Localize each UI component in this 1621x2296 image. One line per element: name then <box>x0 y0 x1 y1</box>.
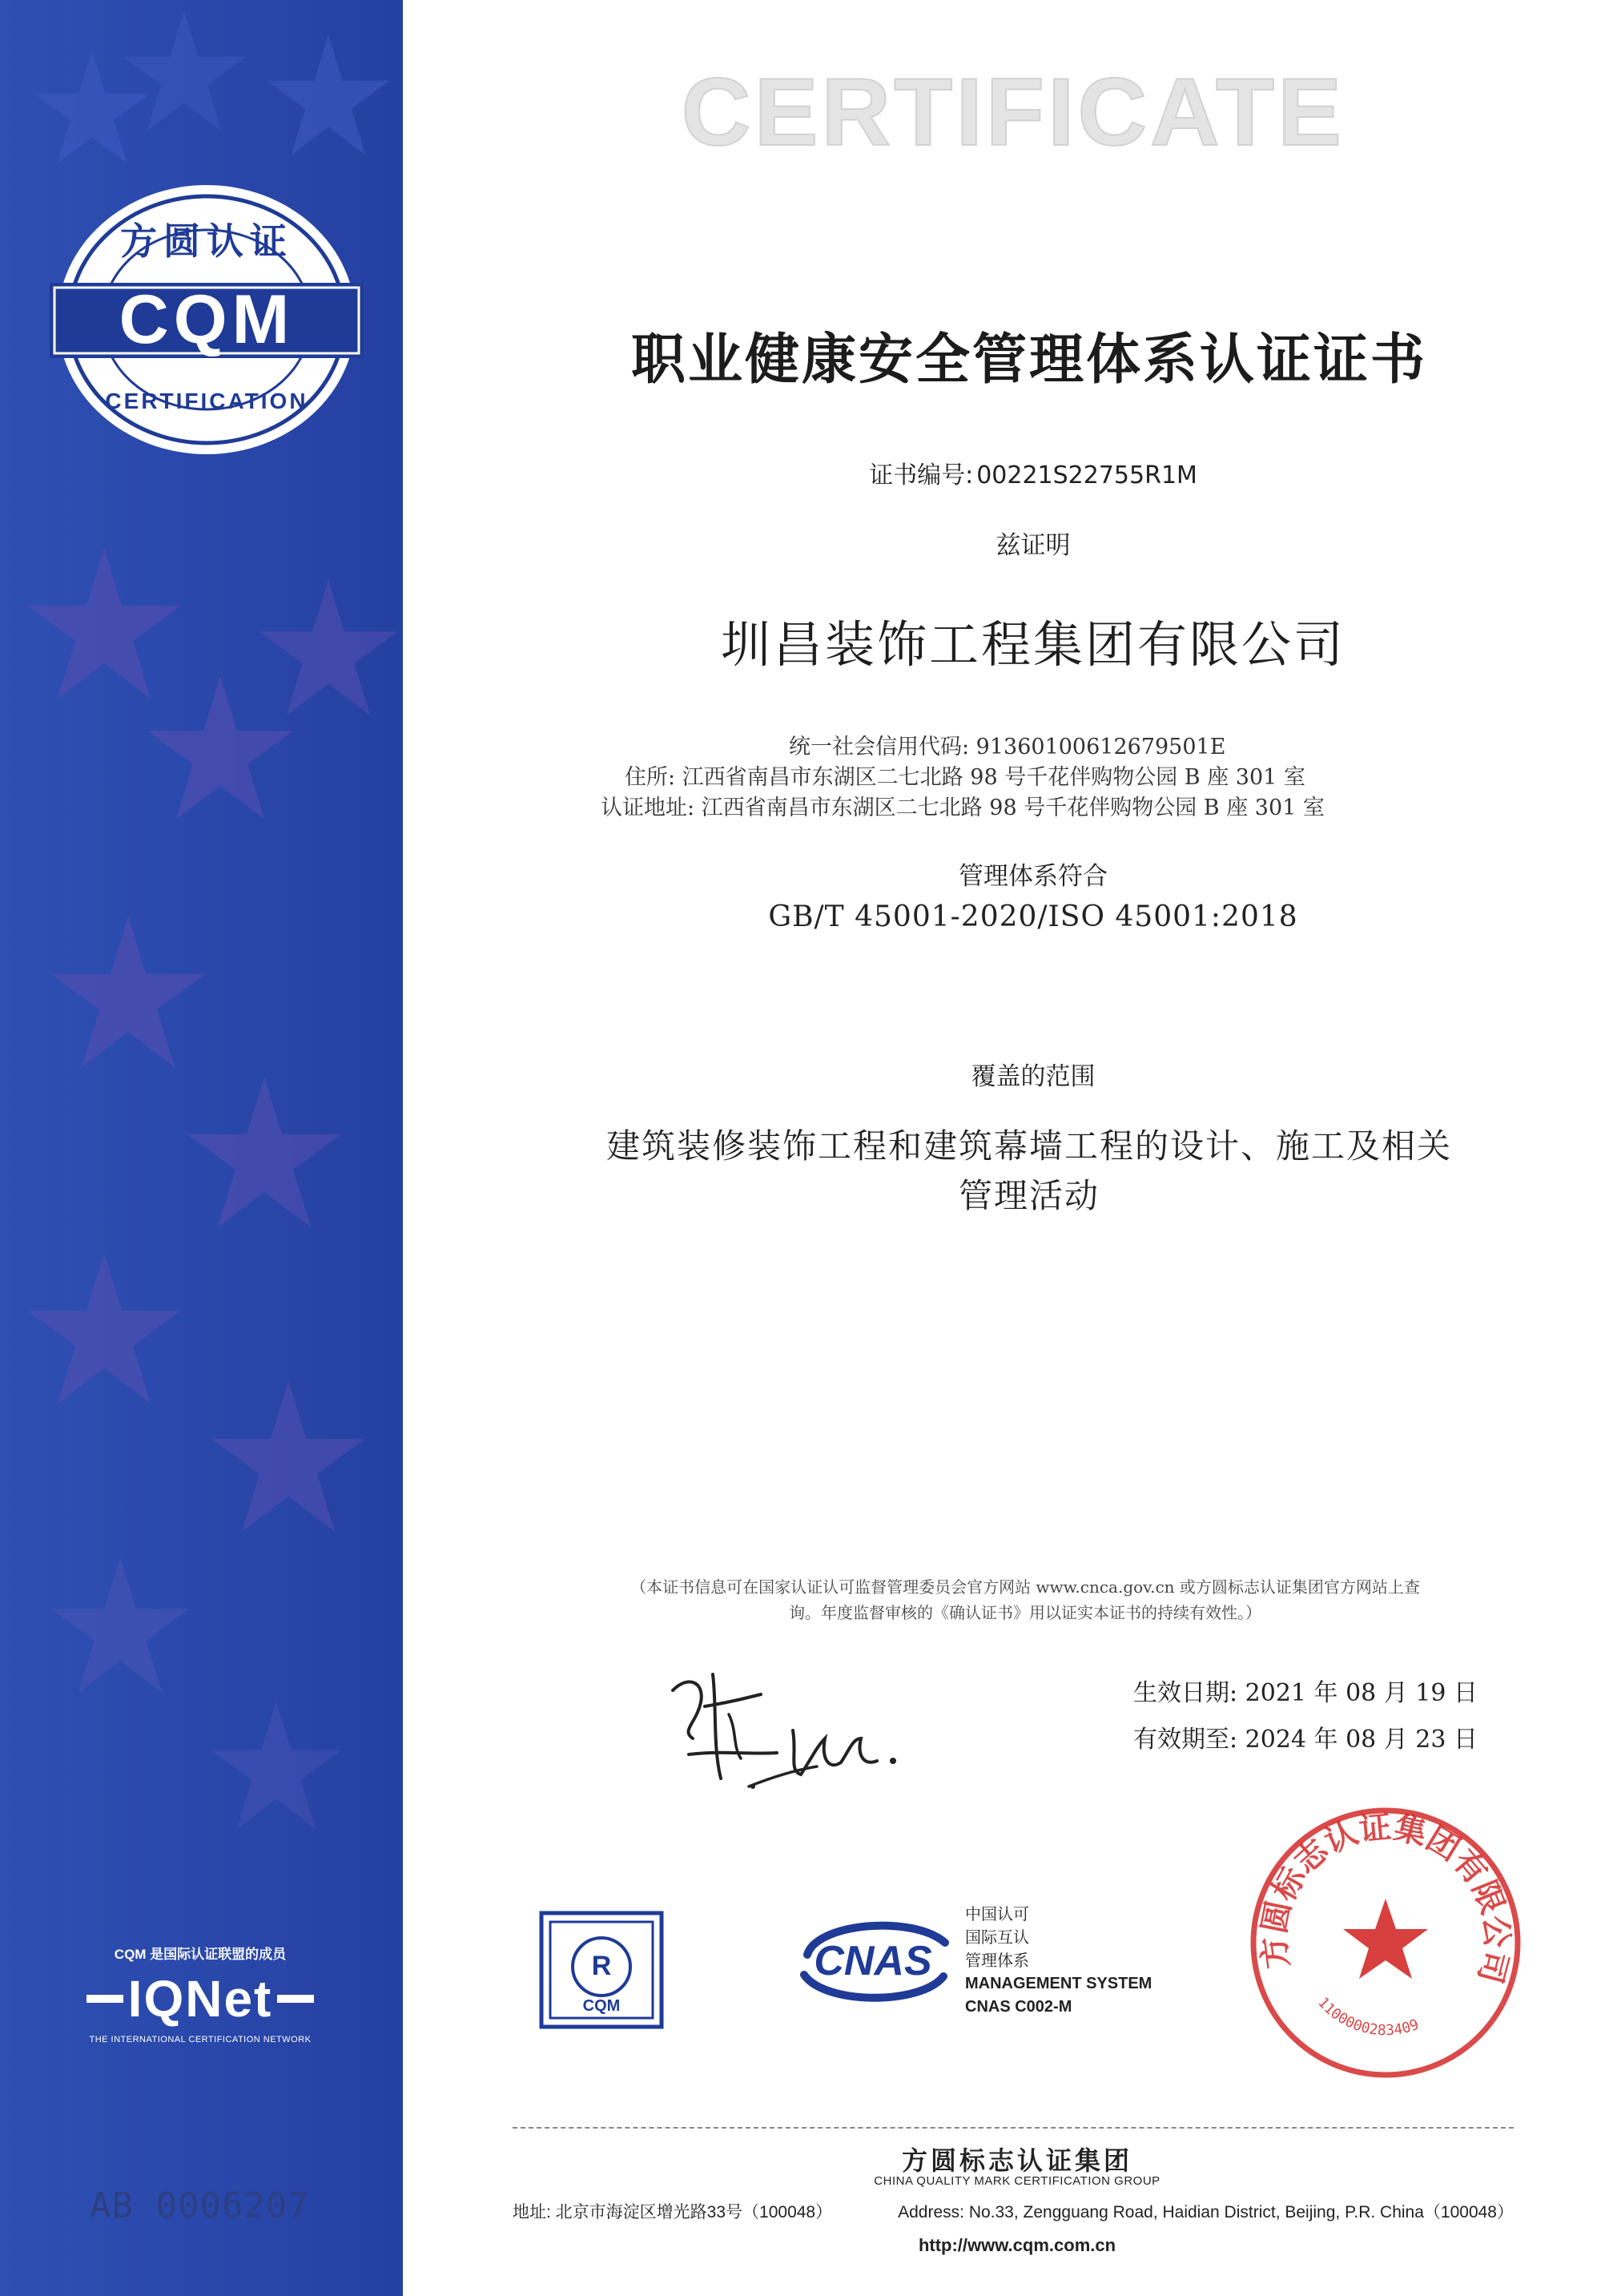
footer-divider <box>513 2127 1514 2129</box>
scope-line-2: 管理活动 <box>958 1176 1100 1215</box>
cert-no-value: 00221S22755R1M <box>976 461 1197 489</box>
expiry-date: 有效期至: 2024 年 08 月 23 日 <box>1133 1726 1478 1754</box>
star-icon <box>208 1698 344 1835</box>
cnas-en-2: CNAS C002-M <box>965 1998 1072 2016</box>
stamp-text: 方圆标志认证集团有限公司 <box>1255 1808 1515 1988</box>
cert-no-label: 证书编号: <box>869 461 974 489</box>
verification-note <box>553 1574 1498 1625</box>
validity-dates <box>1133 1670 1478 1763</box>
footer-website[interactable]: http://www.cqm.com.cn <box>918 2235 1116 2255</box>
iqnet-logo <box>40 1943 360 2071</box>
note-line-2: 询。年度监督审核的《确认证书》用以证实本证书的持续有效性。） <box>789 1603 1261 1622</box>
cnas-en-1: MANAGEMENT SYSTEM <box>965 1975 1152 1992</box>
iqnet-name: IQNet <box>127 1970 273 2028</box>
iqnet-member-note: CQM 是国际认证联盟的成员 <box>114 1947 287 1962</box>
cnas-cn-2: 国际互认 <box>965 1927 1029 1947</box>
certificate-headline: CERTIFICATE <box>681 58 1345 166</box>
credit-code: 统一社会信用代码: 91360100612679501E <box>789 735 1226 759</box>
star-icon <box>24 1250 184 1410</box>
effective-date: 生效日期: 2021 年 08 月 19 日 <box>1133 1679 1478 1707</box>
cnas-cn-3: 管理体系 <box>965 1951 1029 1970</box>
left-blue-band <box>0 0 403 2296</box>
star-icon <box>264 32 392 160</box>
r-cqm-mark <box>539 1911 664 2029</box>
company-name: 圳昌装饰工程集团有限公司 <box>720 615 1345 674</box>
signature <box>657 1658 921 1811</box>
star-icon <box>184 1073 344 1234</box>
stamp-number: 1100000283409 <box>1314 1994 1422 2040</box>
logo-en: CERTIFICATION <box>105 389 308 413</box>
rcqm-abbr: CQM <box>582 1997 621 2015</box>
logo-abbr: CQM <box>119 281 295 358</box>
cnas-logo-text: CNAS <box>814 1938 932 1984</box>
note-line-1: （本证书信息可在国家认证认可监督管理委员会官方网站 www.cnca.gov.cn 或方圆标志认证集团官方网站上查 <box>630 1577 1420 1597</box>
footer-org-en: CHINA QUALITY MARK CERTIFICATION GROUP <box>874 2174 1160 2188</box>
standard-value: GB/T 45001-2020/ISO 45001:2018 <box>768 900 1298 933</box>
logo-cn: 方圆认证 <box>120 220 293 263</box>
registered-address: 住所: 江西省南昌市东湖区二七北路 98 号千花伴购物公园 B 座 301 室 <box>625 765 1305 790</box>
scope-line-1: 建筑装修装饰工程和建筑幕墙工程的设计、施工及相关 <box>605 1126 1452 1166</box>
star-icon <box>120 8 248 136</box>
footer-org-cn: 方圆标志认证集团 <box>901 2145 1132 2176</box>
star-icon <box>256 577 400 721</box>
footer-address-cn: 地址: 北京市海淀区增光路33号（100048） <box>513 2203 833 2221</box>
star-icon <box>208 1378 368 1538</box>
cnas-logo <box>793 1911 953 2007</box>
cnas-description <box>965 1903 1152 2019</box>
footer-address-en: Address: No.33, Zengguang Road, Haidian District, Beijing, P.R. China（100048） <box>898 2203 1514 2221</box>
hereby-certify: 兹证明 <box>996 531 1071 560</box>
iqnet-tagline: THE INTERNATIONAL CERTIFICATION NETWORK <box>89 2035 312 2044</box>
star-icon <box>48 913 208 1073</box>
iqnet-bar-left <box>86 1995 123 2003</box>
star-icon <box>48 1554 192 1698</box>
serial-number: AB 0006207 <box>90 2185 310 2226</box>
official-stamp <box>1245 1803 1526 2083</box>
cnas-cn-1: 中国认可 <box>965 1904 1029 1923</box>
standard-label: 管理体系符合 <box>959 862 1108 891</box>
scope-text <box>529 1122 1530 1221</box>
rcqm-r: R <box>591 1951 612 1981</box>
certificate-number <box>753 455 1313 490</box>
scope-label: 覆盖的范围 <box>971 1062 1096 1091</box>
iqnet-bar-right <box>277 1995 314 2003</box>
footer-address <box>513 2199 1514 2223</box>
cqm-certification-logo <box>50 180 364 459</box>
certificate-title: 职业健康安全管理体系认证证书 <box>630 328 1427 392</box>
certified-address: 认证地址: 江西省南昌市东湖区二七北路 98 号千花伴购物公园 B 座 301 室 <box>601 796 1325 820</box>
